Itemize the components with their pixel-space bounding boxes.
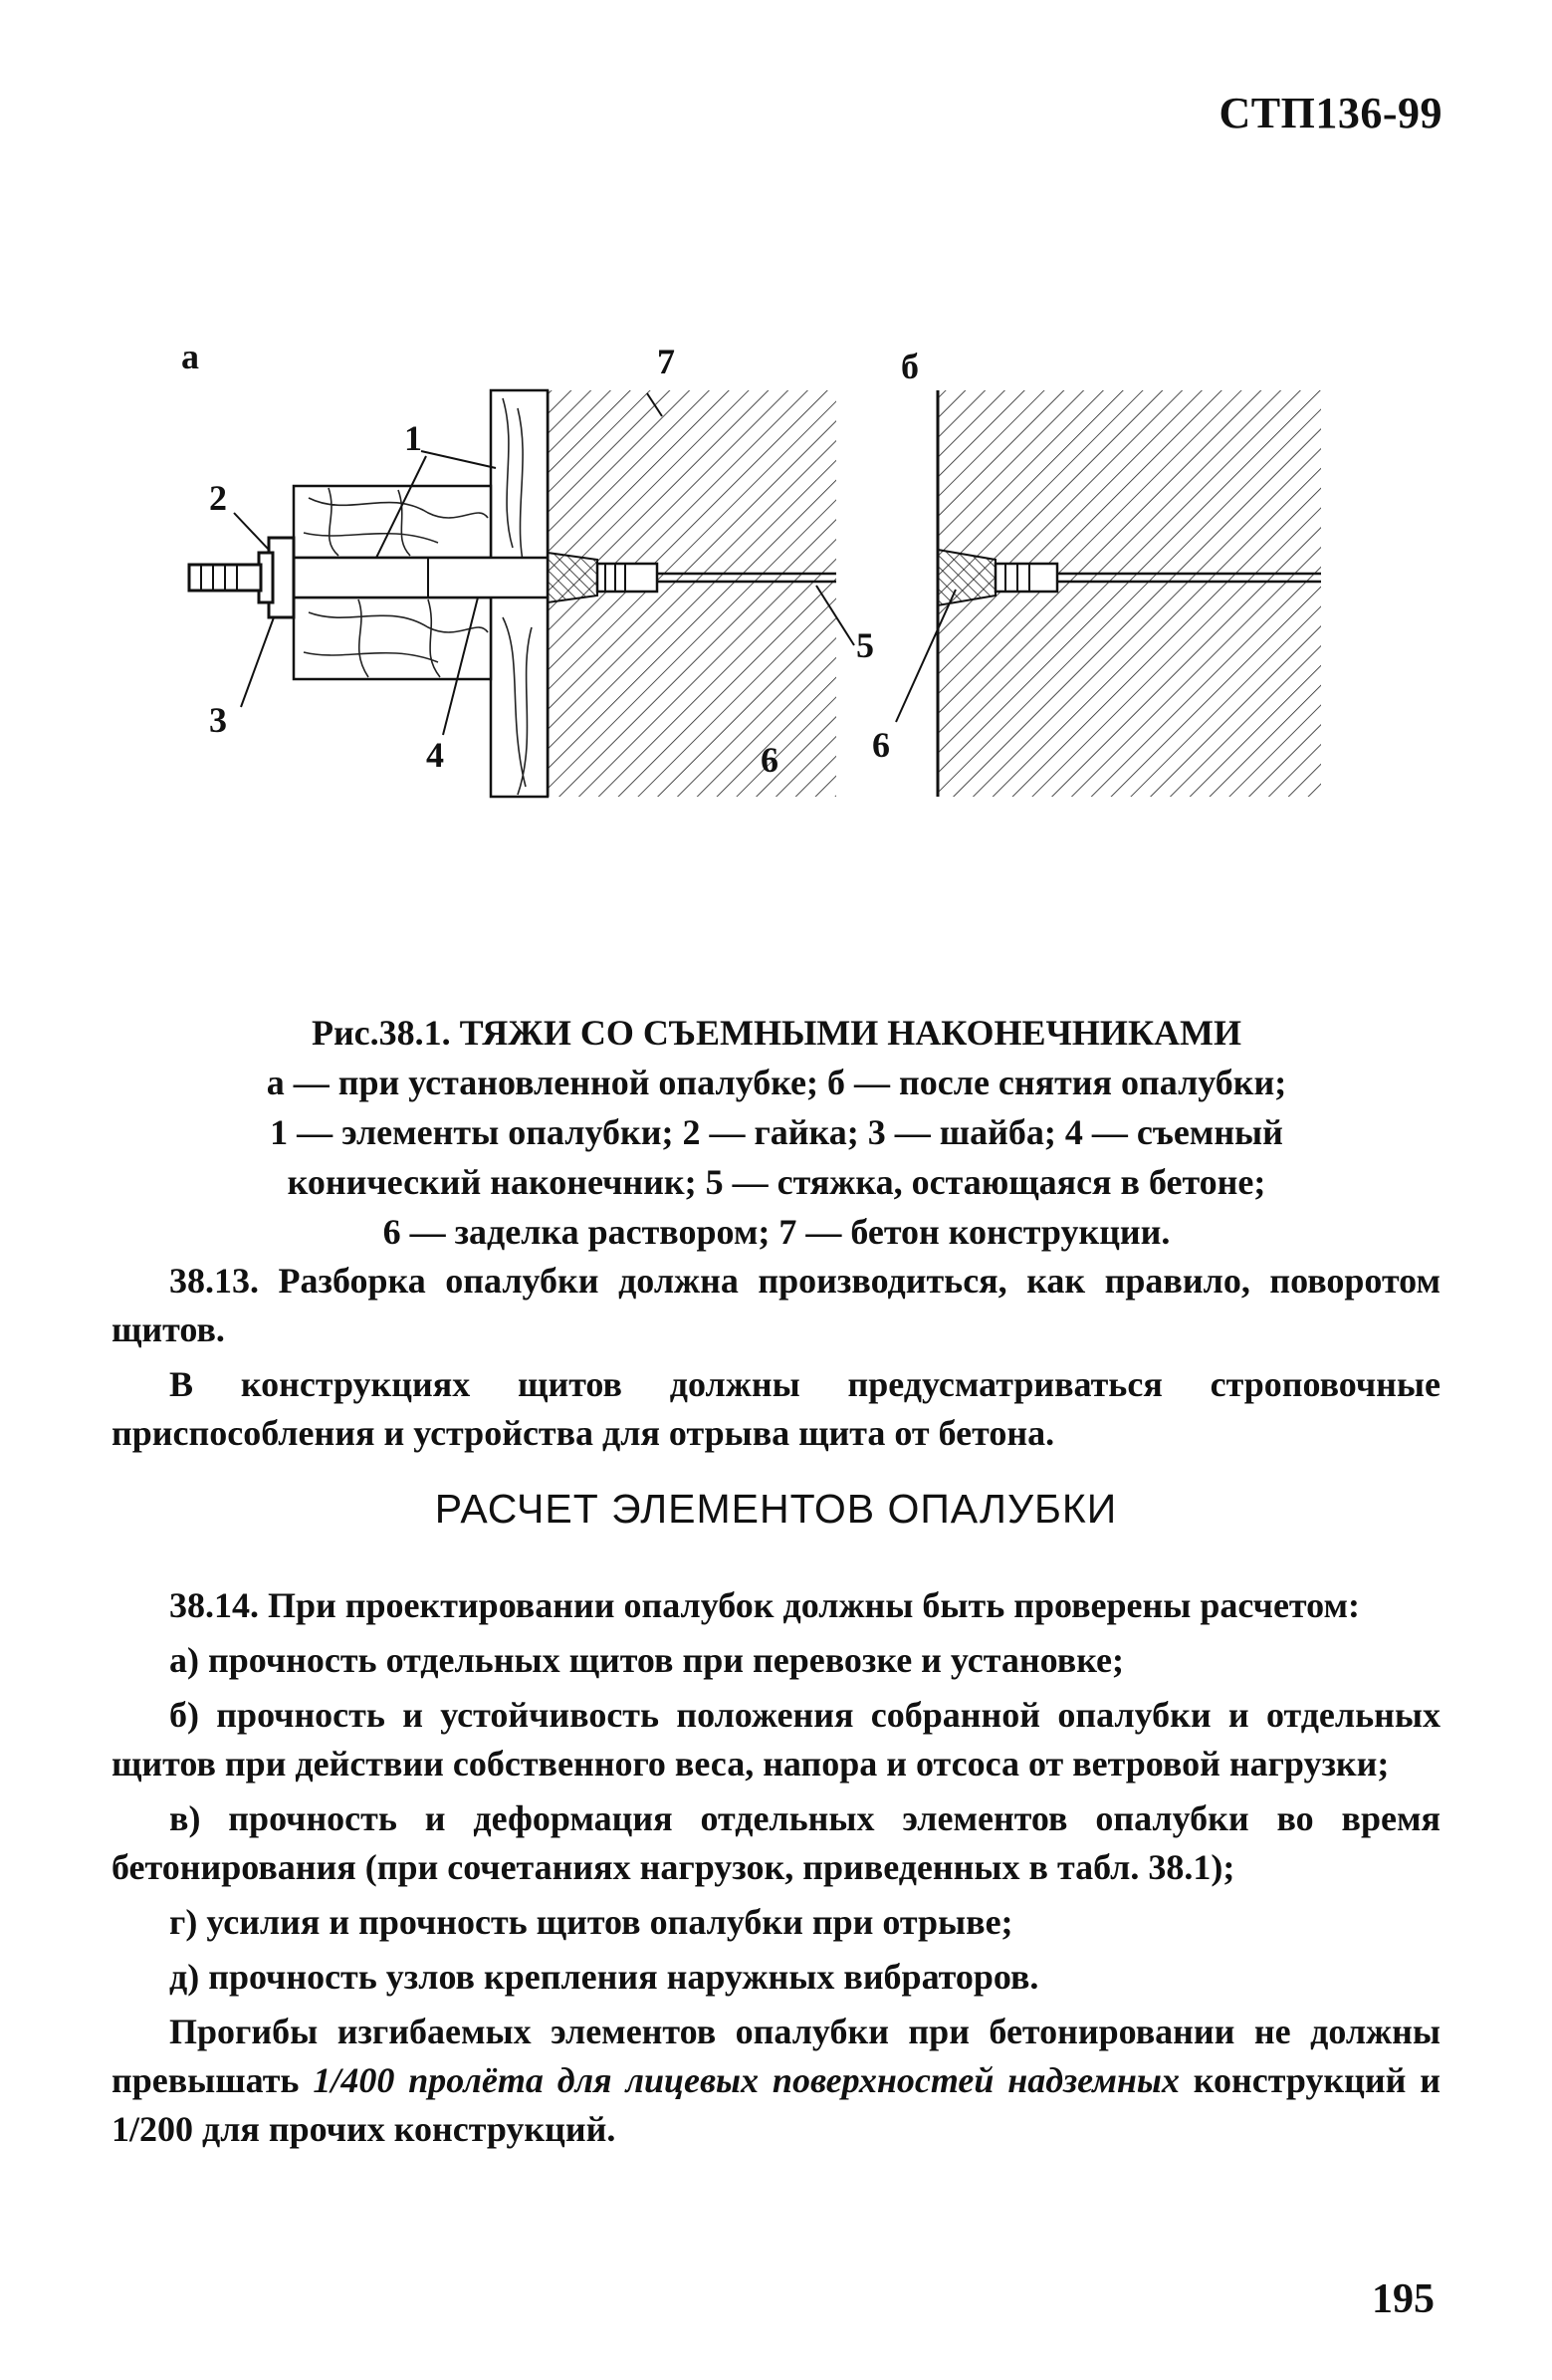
caption-title: Рис.38.1. ТЯЖИ СО СЪЕМНЫМИ НАКОНЕЧНИКАМИ	[311, 1013, 1242, 1053]
caption-line-4: 6 — заделка раствором; 7 — бетон конструкции.	[382, 1212, 1171, 1252]
part-b-drawing	[872, 390, 1321, 797]
calc-item-d: д) прочность узлов крепления наружных вибраторов.	[169, 1957, 1039, 1997]
calc-item-b: б) прочность и устойчивость положения собранной опалубки и отдельных щитов при действии собственного веса, напора и отсоса от ветровой нагрузки;	[111, 1695, 1441, 1784]
figure-caption	[110, 1008, 1443, 1257]
callout-5: 5	[856, 625, 874, 665]
mortar-plug	[938, 550, 996, 605]
callout-4: 4	[426, 735, 444, 775]
page-number: 195	[1372, 2276, 1435, 2322]
calculation-block	[111, 1581, 1441, 2160]
section-heading: РАСЧЕТ ЭЛЕМЕНТОВ ОПАЛУБКИ	[434, 1486, 1118, 1532]
deflection-paragraph	[111, 2008, 1441, 2154]
caption-line-1: а — при установленной опалубке; б — после снятия опалубки;	[266, 1063, 1287, 1102]
callout-6b: 6	[872, 725, 890, 765]
callout-6a: 6	[761, 740, 778, 780]
calc-item-a: а) прочность отдельных щитов при перевозке и установке;	[169, 1640, 1125, 1680]
paragraph-38-13-b: В конструкциях щитов должны предусматриваться строповочные приспособления и устройства для отрыва щита от бетона.	[111, 1364, 1441, 1453]
paragraph-38-13: 38.13. Разборка опалубки должна производиться, как правило, поворотом щитов.	[111, 1261, 1441, 1349]
removable-cone-tip	[294, 558, 548, 597]
figure-38-1	[159, 329, 1354, 817]
callout-3: 3	[209, 700, 227, 740]
callout-7: 7	[657, 342, 675, 381]
caption-line-2: 1 — элементы опалубки; 2 — гайка; 3 — шайба; 4 — съемный	[270, 1112, 1283, 1152]
tie-rods-drawing	[159, 329, 1354, 817]
caption-line-3: конический наконечник; 5 — стяжка, остающаяся в бетоне;	[287, 1162, 1266, 1202]
calc-item-v: в) прочность и деформация отдельных элементов опалубки во время бетонирования (при сочетаниях нагрузок, приведенных в табл. 38.1);	[111, 1798, 1441, 1887]
document-code: СТП136-99	[1219, 89, 1442, 137]
deflection-end: конструкций и 1/200 для прочих конструкций.	[111, 2060, 1441, 2149]
calc-item-g: г) усилия и прочность щитов опалубки при отрыве;	[169, 1902, 1013, 1942]
figure-label-a: а	[181, 337, 199, 376]
deflection-italic: 1/400 пролёта для лицевых поверхностей надземных	[313, 2060, 1180, 2100]
paragraph-38-14: 38.14. При проектировании опалубок должны быть проверены расчетом:	[169, 1585, 1360, 1625]
paragraph-38-13-block	[111, 1257, 1441, 1464]
callout-2: 2	[209, 478, 227, 518]
figure-label-b: б	[901, 347, 919, 386]
formwork-bar-top	[294, 486, 491, 558]
part-a-drawing	[189, 342, 874, 797]
callout-1: 1	[404, 418, 422, 458]
deflection-start: Прогибы изгибаемых элементов опалубки при бетонировании не должны превышать	[111, 2012, 1441, 2100]
